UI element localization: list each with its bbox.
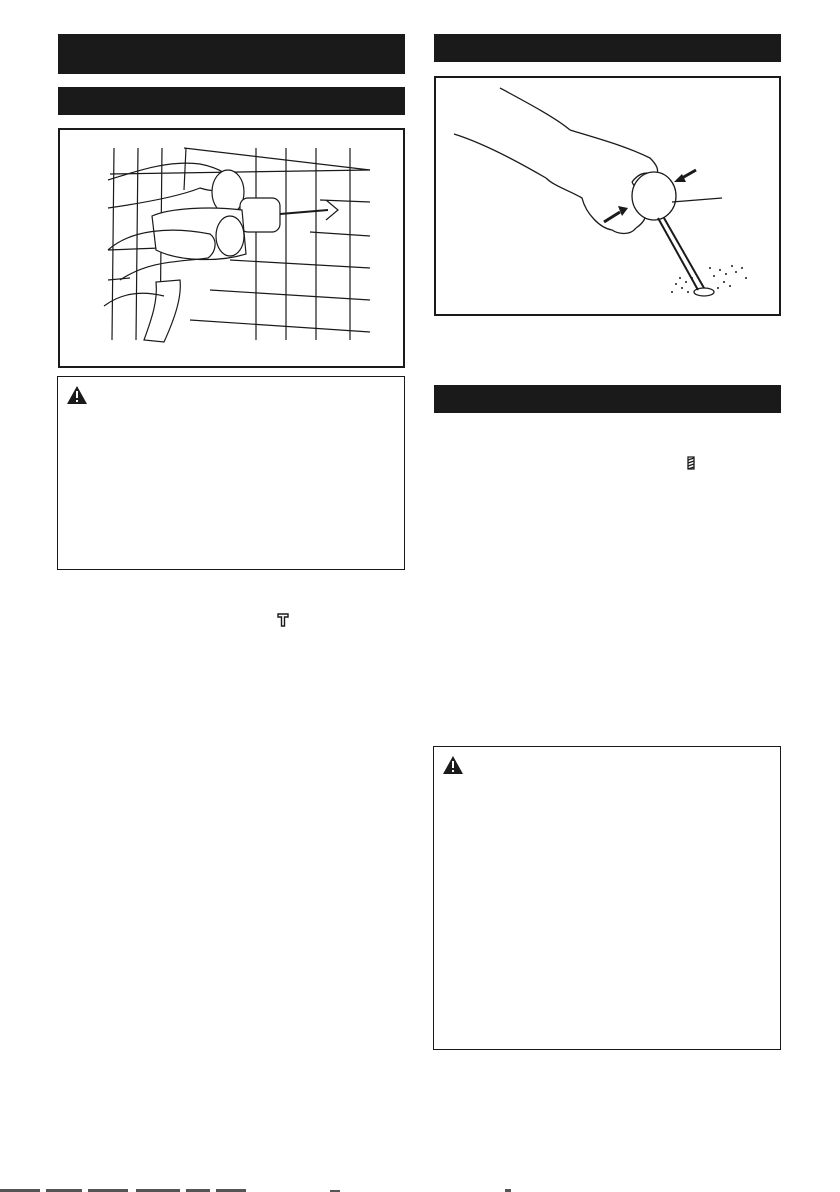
section-heading-bar-right (434, 34, 781, 62)
section-heading-bar-left (58, 34, 405, 74)
caution-box-left (57, 376, 405, 570)
subsection-heading-bar-left (58, 87, 405, 115)
drilling-illustration (60, 130, 403, 366)
drill-bit-icon (685, 455, 697, 471)
warning-triangle-icon (66, 385, 88, 405)
warning-triangle-icon (442, 755, 464, 775)
figure-drilling-into-tile-wall (58, 128, 405, 368)
clipped-footer-text (0, 1186, 840, 1192)
hammer-icon (277, 612, 289, 628)
subsection-heading-bar-right (434, 385, 781, 413)
figure-blow-out-bulb (434, 76, 781, 316)
bulb-cleaning-illustration (436, 78, 779, 314)
caution-box-right (433, 746, 781, 1050)
